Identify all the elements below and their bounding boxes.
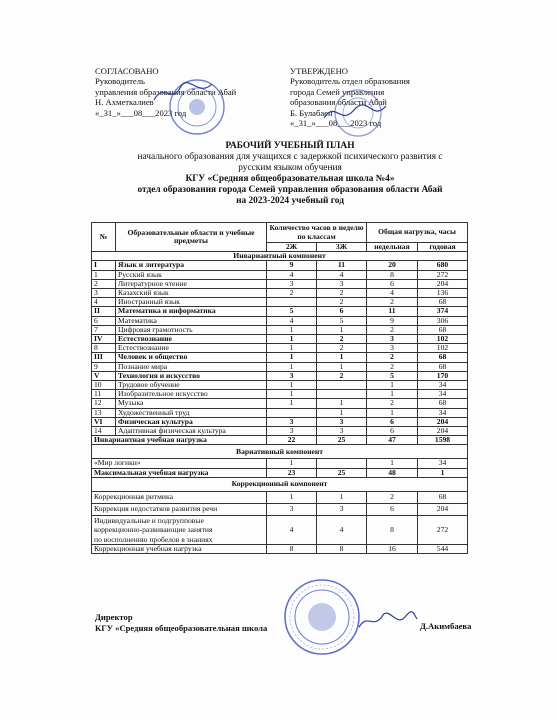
title-line-5: отдел образования города Семей управления образования области Абай — [137, 185, 443, 195]
table-cell: 1598 — [418, 436, 468, 445]
table-cell: Литературное чтение — [116, 279, 267, 288]
table-cell: 13 — [92, 408, 116, 417]
table-cell: 68 — [418, 325, 468, 334]
table-cell: 4 — [92, 298, 116, 307]
table-row — [92, 261, 468, 270]
table-cell: 4 — [267, 270, 317, 279]
table-cell: 1 — [267, 344, 317, 353]
table-cell: 16 — [367, 545, 418, 554]
table-cell: Адаптивная физическая культура — [116, 427, 267, 436]
table-cell: Технология и искусство — [116, 371, 267, 380]
table-cell: 34 — [418, 459, 468, 468]
table-cell: 6 — [367, 417, 418, 426]
table-cell: Математика и информатика — [116, 307, 267, 316]
table-cell: 68 — [418, 491, 468, 503]
table-cell: 4 — [317, 515, 367, 544]
table-cell: 1 — [367, 390, 418, 399]
table-row — [92, 362, 468, 371]
table-cell: 9 — [367, 316, 418, 325]
table-cell: 1 — [317, 362, 367, 371]
table-cell: 14 — [92, 427, 116, 436]
table-row — [92, 270, 468, 279]
table-row — [92, 491, 468, 503]
title-line-3: русским языком обучения — [238, 163, 342, 173]
school-stamp-icon — [283, 578, 361, 656]
table-cell: 1 — [267, 399, 317, 408]
table-cell: 11 — [317, 261, 367, 270]
table-cell: 2 — [367, 298, 418, 307]
table-cell: 1 — [267, 335, 317, 344]
table-cell: 68 — [418, 298, 468, 307]
table-cell — [267, 408, 317, 417]
header-yearly: годовая — [418, 243, 468, 252]
header-area: Образовательные области и учебные предметы — [116, 223, 267, 252]
table-cell: 8 — [92, 344, 116, 353]
table-cell: Максимальная учебная нагрузка — [92, 468, 267, 477]
individual-lessons-line-2: коррекционно-развивающие занятия — [94, 525, 213, 535]
table-row — [92, 408, 468, 417]
table-cell: Музыка — [116, 399, 267, 408]
table-cell: 2 — [92, 279, 116, 288]
table-cell: Коррекционная учебная нагрузка — [92, 545, 267, 554]
footer-school: КГУ «Средняя общеобразовательная школа — [95, 623, 268, 633]
table-cell: 9 — [267, 261, 317, 270]
left-signature-icon — [150, 78, 220, 108]
table-cell: 4 — [317, 270, 367, 279]
table-row — [92, 515, 468, 544]
table-cell: 2 — [267, 289, 317, 298]
table-cell: 1 — [267, 390, 317, 399]
director-signature-icon — [355, 605, 420, 635]
header-hours: Количество часов в неделю по классам — [267, 223, 367, 243]
table-cell: 34 — [418, 390, 468, 399]
table-cell: 2 — [317, 298, 367, 307]
table-cell: Казахский язык — [116, 289, 267, 298]
table-cell: 3 — [317, 427, 367, 436]
table-row — [92, 503, 468, 515]
table-cell: 544 — [418, 545, 468, 554]
table-cell: 3 — [267, 371, 317, 380]
table-cell: 8 — [317, 545, 367, 554]
table-cell: 6 — [367, 427, 418, 436]
table-cell: 6 — [367, 503, 418, 515]
table-cell: 204 — [418, 427, 468, 436]
table-cell: VI — [92, 417, 116, 426]
table-cell: 170 — [418, 371, 468, 380]
header-weekly: недельная — [367, 243, 418, 252]
table-cell: 8 — [267, 545, 317, 554]
table-cell: IV — [92, 335, 116, 344]
table-cell: 1 — [367, 408, 418, 417]
table-cell: 11 — [92, 390, 116, 399]
approval-right-label: УТВЕРЖДЕНО — [290, 66, 349, 76]
approval-left-date: «_31_»___08___2023 год — [95, 107, 187, 118]
table-cell: 3 — [92, 289, 116, 298]
table-cell: 2 — [367, 399, 418, 408]
table-cell: 8 — [367, 270, 418, 279]
table-cell: V — [92, 371, 116, 380]
table-cell: Познание мира — [116, 362, 267, 371]
table-cell: 34 — [418, 381, 468, 390]
table-cell: Изобразительное искусство — [116, 390, 267, 399]
table-cell: Язык и литература — [116, 261, 267, 270]
table-cell: 4 — [267, 515, 317, 544]
title-line-4: КГУ «Средняя общеобразовательная школа №4» — [185, 174, 395, 184]
table-cell: 3 — [367, 344, 418, 353]
table-cell: 4 — [267, 316, 317, 325]
approval-left-org: управления образования области Абай — [95, 86, 237, 97]
approval-right-org1: города Семей управления — [290, 86, 385, 97]
section-correction: Коррекционный компонент — [92, 477, 468, 491]
table-cell: Естествознание — [116, 335, 267, 344]
table-cell: 2 — [317, 371, 367, 380]
table-cell: 3 — [267, 427, 317, 436]
table-cell: 3 — [317, 503, 367, 515]
curriculum-table — [91, 222, 468, 554]
table-cell: Математика — [116, 316, 267, 325]
section-invariant: Инвариантный компонент — [92, 252, 468, 261]
table-cell: 3 — [267, 503, 317, 515]
table-cell: 68 — [418, 362, 468, 371]
table-cell: 2 — [367, 362, 418, 371]
right-signature-icon — [320, 98, 390, 128]
approval-right-name: Б. Булабаен — [290, 107, 333, 118]
table-cell: Иностранный язык — [116, 298, 267, 307]
table-cell: 6 — [317, 307, 367, 316]
table-cell: 3 — [367, 335, 418, 344]
table-cell: 2 — [367, 491, 418, 503]
table-cell: 2 — [367, 325, 418, 334]
table-cell: 1 — [317, 491, 367, 503]
table-cell: 68 — [418, 399, 468, 408]
table-row — [92, 316, 468, 325]
table-cell: Коррекционная ритмика — [92, 491, 267, 503]
table-cell: 1 — [267, 491, 317, 503]
approval-right-date: «_31_»___08___2023 год — [290, 118, 382, 129]
table-cell: 3 — [317, 417, 367, 426]
footer-director: Директор — [95, 612, 133, 622]
table-cell: 204 — [418, 417, 468, 426]
table-row — [92, 353, 468, 362]
table-cell — [317, 459, 367, 468]
table-cell: 20 — [367, 261, 418, 270]
table-cell: 9 — [92, 362, 116, 371]
table-cell: 374 — [418, 307, 468, 316]
table-cell: «Мир логики» — [92, 459, 267, 468]
table-cell: 25 — [317, 468, 367, 477]
approval-right-role: Руководитель отдел образования — [290, 76, 410, 87]
table-cell: Трудовое обучение — [116, 381, 267, 390]
table-cell — [92, 515, 267, 544]
table-cell: II — [92, 307, 116, 316]
table-cell: Цифровая грамотность — [116, 325, 267, 334]
approval-left-label: СОГЛАСОВАНО — [95, 66, 159, 76]
table-cell: Человек и общество — [116, 353, 267, 362]
table-cell: Коррекция недостатков развития речи — [92, 503, 267, 515]
table-cell: 1 — [267, 353, 317, 362]
title-line-6: на 2023-2024 учебный год — [236, 196, 344, 206]
table-cell: 1 — [267, 362, 317, 371]
table-cell: Физическая культура — [116, 417, 267, 426]
table-cell: 6 — [367, 279, 418, 288]
table-row — [92, 399, 468, 408]
table-cell: 272 — [418, 515, 468, 544]
table-cell: 1 — [267, 325, 317, 334]
table-cell: 12 — [92, 399, 116, 408]
table-cell: 204 — [418, 279, 468, 288]
table-cell: 272 — [418, 270, 468, 279]
header-class-2: 2Ж — [267, 243, 317, 252]
table-cell: 5 — [317, 316, 367, 325]
table-cell: 1 — [267, 459, 317, 468]
title-line-2: начального образования для учащихся с задержкой психического развития с — [137, 152, 443, 162]
table-cell: 2 — [317, 289, 367, 298]
document-title — [40, 141, 540, 207]
table-cell: 1 — [418, 468, 468, 477]
table-cell: 25 — [317, 436, 367, 445]
invariant-total-row — [92, 436, 468, 445]
table-cell: 306 — [418, 316, 468, 325]
title-line-1: РАБОЧИЙ УЧЕБНЫЙ ПЛАН — [225, 141, 355, 151]
table-cell: 1 — [317, 325, 367, 334]
table-cell: 10 — [92, 381, 116, 390]
approval-left-role: Руководитель — [95, 76, 145, 87]
table-cell: 1 — [367, 381, 418, 390]
table-cell: 5 — [367, 371, 418, 380]
individual-lessons-line-3: по восполнению пробелов в знаниях — [94, 534, 213, 544]
table-cell: 6 — [92, 316, 116, 325]
header-class-3: 3Ж — [317, 243, 367, 252]
header-total: Общая нагрузка, часы — [367, 223, 468, 243]
table-cell: 1 — [267, 381, 317, 390]
table-cell: 136 — [418, 289, 468, 298]
approval-right-org2: образования области Абай — [290, 97, 387, 108]
table-row — [92, 307, 468, 316]
table-cell: Художественный труд — [116, 408, 267, 417]
table-cell: 48 — [367, 468, 418, 477]
max-total-row — [92, 468, 468, 477]
table-cell: 2 — [317, 335, 367, 344]
table-cell: 3 — [267, 279, 317, 288]
section-variative: Вариативный компонент — [92, 445, 468, 459]
table-cell: 23 — [267, 468, 317, 477]
table-cell: 1 — [317, 408, 367, 417]
individual-lessons-line-1: Индивидуальные и подгрупповые — [94, 515, 204, 525]
table-cell: 1 — [92, 270, 116, 279]
table-cell: III — [92, 353, 116, 362]
table-cell: 102 — [418, 335, 468, 344]
table-cell: 7 — [92, 325, 116, 334]
table-cell: 11 — [367, 307, 418, 316]
table-cell: Инвариантная учебная нагрузка — [92, 436, 267, 445]
table-cell: 1 — [317, 399, 367, 408]
footer-signatory: Д.Акимбаева — [420, 621, 472, 631]
table-cell: 2 — [317, 344, 367, 353]
table-row — [92, 459, 468, 468]
table-cell: 1 — [317, 353, 367, 362]
table-cell: 8 — [367, 515, 418, 544]
approval-left-name: Н. Ахметкалиев — [95, 97, 154, 108]
table-cell: 680 — [418, 261, 468, 270]
table-cell: 22 — [267, 436, 317, 445]
table-cell: 4 — [367, 289, 418, 298]
table-cell: Естествознание — [116, 344, 267, 353]
correction-total-row — [92, 545, 468, 554]
table-cell: 2 — [367, 353, 418, 362]
header-number: № — [92, 223, 116, 252]
table-cell: 3 — [317, 279, 367, 288]
table-row — [92, 390, 468, 399]
table-cell — [317, 381, 367, 390]
table-cell: 3 — [267, 417, 317, 426]
table-cell: 5 — [267, 307, 317, 316]
table-cell: 68 — [418, 353, 468, 362]
table-cell: Русский язык — [116, 270, 267, 279]
table-cell: 34 — [418, 408, 468, 417]
table-cell: 204 — [418, 503, 468, 515]
table-cell: I — [92, 261, 116, 270]
table-cell: 47 — [367, 436, 418, 445]
table-cell: 1 — [367, 459, 418, 468]
table-cell: 102 — [418, 344, 468, 353]
